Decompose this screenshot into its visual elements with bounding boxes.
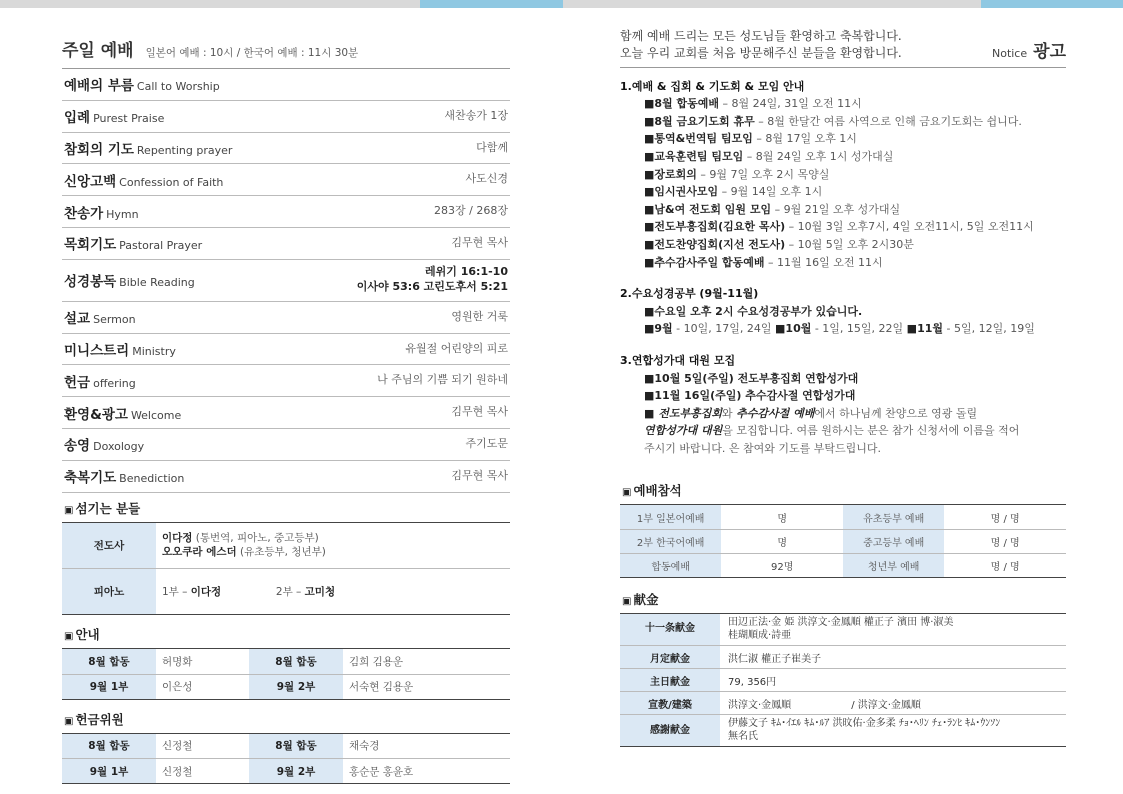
- order-row: [62, 334, 510, 366]
- section-1-items: [620, 95, 1066, 271]
- list-item: ■통역&번역팀 팀모임 – 8월 17일 오후 1시: [644, 132, 857, 146]
- list-item: ■추수감사주일 합동예배 – 11월 16일 오전 11시: [644, 255, 883, 269]
- order-of-worship: [62, 69, 510, 493]
- top-bar-blue-right: [981, 0, 1123, 8]
- announcements: [620, 78, 1066, 458]
- order-item-name: 성경봉독: [64, 274, 117, 291]
- table-row: 十一条献金 田辺正法·金 姫 洪淳文·金鳳順 權正子 濱田 博·淑美 桂瑚順成·詩亜: [620, 614, 1066, 646]
- list-item: ■남&여 전도회 임원 모임 – 9월 21일 오후 성가대실: [644, 202, 901, 216]
- list-item: ■8월 금요기도회 휴무 – 8월 한달간 여름 사역으로 인해 금요기도회는 쉽니다.: [644, 114, 1022, 128]
- order-row: [62, 302, 510, 334]
- table-row: 합동예배 92명 청년부 예배 명 / 명: [620, 553, 1066, 577]
- order-item-english: Hymn: [106, 207, 139, 221]
- box-icon: ▣: [64, 715, 74, 727]
- order-item-name: 헌금: [64, 374, 91, 391]
- evangelist-names: 이다정 (통번역, 피아노, 중고등부) 오오쿠라 에스더 (유초등부, 청년부): [156, 523, 510, 569]
- right-page: [620, 28, 1066, 747]
- order-row: [62, 397, 510, 429]
- order-row: [62, 365, 510, 397]
- table-row: 月定献金 洪仁淑 權正子崔美子: [620, 646, 1066, 669]
- order-item-name: 목회기도: [64, 237, 117, 254]
- guide-heading: ▣ 안내: [62, 619, 510, 649]
- list-item: ■9월 - 10일, 17일, 24일 ■10월 - 1일, 15일, 22일 ■11월 - 5일, 12일, 19일: [644, 322, 1035, 336]
- order-item-name: 환영&광고: [64, 406, 128, 423]
- top-bar-gray-right: [563, 0, 981, 8]
- attendance-section: [620, 475, 1066, 578]
- order-row: [62, 69, 510, 101]
- section-2-title: 2.수요성경공부 (9월-11월): [620, 287, 759, 301]
- order-item-value: 다함께: [476, 140, 508, 154]
- section-3-title: 3.연합성가대 대원 모집: [620, 353, 736, 367]
- list-item: ■전도부흥집회(김요한 목사) – 10월 3일 오후7시, 4일 오전11시, 5일 오전11시: [644, 220, 1034, 234]
- notice-title: Notice 광고: [991, 41, 1066, 62]
- order-item-value: 새찬송가 1장: [444, 108, 508, 122]
- notice-header: [620, 28, 1066, 68]
- table-row: 8월 합동 신정철 8월 합동 채숙경: [62, 734, 510, 759]
- serving-table: [62, 523, 510, 616]
- order-row: [62, 164, 510, 196]
- order-row: [62, 101, 510, 133]
- order-item-name: 설교: [64, 311, 91, 328]
- order-item-name: 입례: [64, 110, 91, 127]
- table-row: [62, 523, 510, 569]
- offering-committee-heading: ▣ 헌금위원: [62, 704, 510, 734]
- worship-title: 주일 예배: [62, 41, 134, 61]
- order-item-english: Repenting prayer: [136, 143, 233, 157]
- section-1-title: 1.예배 & 집회 & 기도회 & 모임 안내: [620, 79, 805, 93]
- list-item: ■8월 합동예배 – 8월 24일, 31일 오전 11시: [644, 97, 862, 111]
- order-item-value: 레위기 16:1-10 이사야 53:6 고린도후서 5:21: [356, 265, 508, 294]
- order-item-name: 예배의 부름: [64, 78, 134, 95]
- table-row: 9월 1부 신정철 9월 2부 홍순문 홍윤호: [62, 759, 510, 784]
- serving-heading: ▣ 섬기는 분들: [62, 493, 510, 523]
- list-item: ■11월 16일(주일) 추수감사절 연합성가대: [644, 389, 856, 403]
- table-row: 9월 1부 이은성 9월 2부 서숙현 김용운: [62, 674, 510, 699]
- evangelist-label: 전도사: [62, 523, 156, 569]
- piano-label: 피아노: [62, 569, 156, 615]
- table-row: 感謝献金 伊藤文子 ｷﾑ･ｲｴﾙ ｷﾑ･ﾙｱ 洪旼佑·金多柔 ﾁｮ･ﾍﾘﾝ ﾁｪ･ﾗﾝﾋ ｷﾑ･ｳﾝｿﾝ 無名氏: [620, 715, 1066, 747]
- offering-committee-table: [62, 734, 510, 785]
- order-item-value: 283장 / 268장: [434, 204, 508, 218]
- order-item-english: Purest Praise: [93, 112, 165, 126]
- order-item-english: Sermon: [93, 313, 136, 327]
- order-row: [62, 133, 510, 165]
- order-item-value: 사도신경: [465, 172, 508, 186]
- order-item-english: Pastoral Prayer: [119, 239, 203, 253]
- list-item: 연합성가대 대원을 모집합니다. 여름 원하시는 분은 참가 신청서에 이름을 적어: [644, 424, 1020, 438]
- order-item-value: 김무현 목사: [451, 405, 508, 419]
- list-item: ■교육훈련팀 팀모임 – 8월 24일 오후 1시 성가대실: [644, 149, 894, 163]
- attendance-table: [620, 505, 1066, 578]
- box-icon: ▣: [64, 631, 74, 643]
- table-row: [62, 569, 510, 615]
- guide-table: [62, 649, 510, 700]
- piano-names: 1부 – 이다정 2부 – 고미청: [156, 569, 510, 615]
- order-row: [62, 429, 510, 461]
- order-item-name: 축복기도: [64, 470, 117, 487]
- list-item: ■장로회의 – 9월 7일 오후 2시 목양실: [644, 167, 830, 181]
- order-item-value: 주기도문: [465, 436, 508, 450]
- order-row: [62, 260, 510, 302]
- order-item-english: Call to Worship: [136, 80, 220, 94]
- order-item-name: 찬송가: [64, 205, 104, 222]
- order-row: [62, 461, 510, 493]
- order-item-value: 나 주님의 기쁨 되기 원하네: [377, 373, 508, 387]
- order-item-english: Doxology: [93, 440, 145, 454]
- order-item-value: 영원한 거룩: [451, 309, 508, 323]
- list-item: ■수요일 오후 2시 수요성경공부가 있습니다.: [644, 304, 863, 318]
- left-page: [62, 36, 510, 784]
- top-bar-gray-left: [0, 0, 420, 8]
- order-item-name: 참회의 기도: [64, 141, 134, 158]
- attendance-heading: ▣ 예배참석: [620, 475, 1066, 505]
- order-row: [62, 228, 510, 260]
- order-item-english: Benediction: [119, 472, 185, 486]
- table-row: 8월 합동 허명화 8월 합동 김희 김용운: [62, 649, 510, 674]
- worship-header: [62, 36, 510, 69]
- order-item-value: 김무현 목사: [451, 235, 508, 249]
- offerings-heading: ▣ 献金: [620, 584, 1066, 614]
- order-item-english: Welcome: [130, 408, 182, 422]
- welcome-text: 함께 예배 드리는 모든 성도님들 환영하고 축복합니다. 오늘 우리 교회를 처음 방문해주신 분들을 환영합니다.: [620, 29, 902, 60]
- table-row: 主日献金 79, 356円: [620, 669, 1066, 692]
- list-item: ■10월 5일(주일) 전도부흥집회 연합성가대: [644, 371, 859, 385]
- offerings-section: [620, 584, 1066, 748]
- order-row: [62, 196, 510, 228]
- table-row: 宣教/建築 洪淳文·金鳳順 / 洪淳文·金鳳順: [620, 692, 1066, 715]
- top-bar-blue-left: [420, 0, 563, 8]
- list-item: ■전도찬양집회(지선 전도사) – 10월 5일 오후 2시30분: [644, 237, 914, 251]
- order-item-english: Bible Reading: [119, 276, 195, 290]
- list-item: ■ 전도부흥집회와 추수감사절 예배에서 하나님께 찬양으로 영광 돌릴: [644, 406, 978, 420]
- order-item-value: 유월절 어린양의 피로: [405, 341, 508, 355]
- box-icon: ▣: [622, 595, 632, 607]
- list-item: ■임시권사모임 – 9월 14일 오후 1시: [644, 185, 823, 199]
- order-item-english: Confession of Faith: [119, 175, 224, 189]
- box-icon: ▣: [622, 487, 632, 499]
- order-item-value: 김무현 목사: [451, 468, 508, 482]
- box-icon: ▣: [64, 504, 74, 516]
- table-row: 2부 한국어예배 명 중고등부 예배 명 / 명: [620, 529, 1066, 553]
- order-item-english: offering: [93, 376, 136, 390]
- order-item-name: 송영: [64, 438, 91, 455]
- table-row: 1부 일본어예배 명 유초등부 예배 명 / 명: [620, 505, 1066, 529]
- offerings-table: [620, 614, 1066, 748]
- order-item-english: Ministry: [132, 344, 176, 358]
- order-item-name: 미니스트리: [64, 342, 130, 359]
- list-item: 주시기 바랍니다. 은 참여와 기도를 부탁드립니다.: [644, 441, 881, 455]
- worship-subtitle: 일본어 예배 : 10시 / 한국어 예배 : 11시 30분: [145, 47, 359, 59]
- order-item-name: 신앙고백: [64, 173, 117, 190]
